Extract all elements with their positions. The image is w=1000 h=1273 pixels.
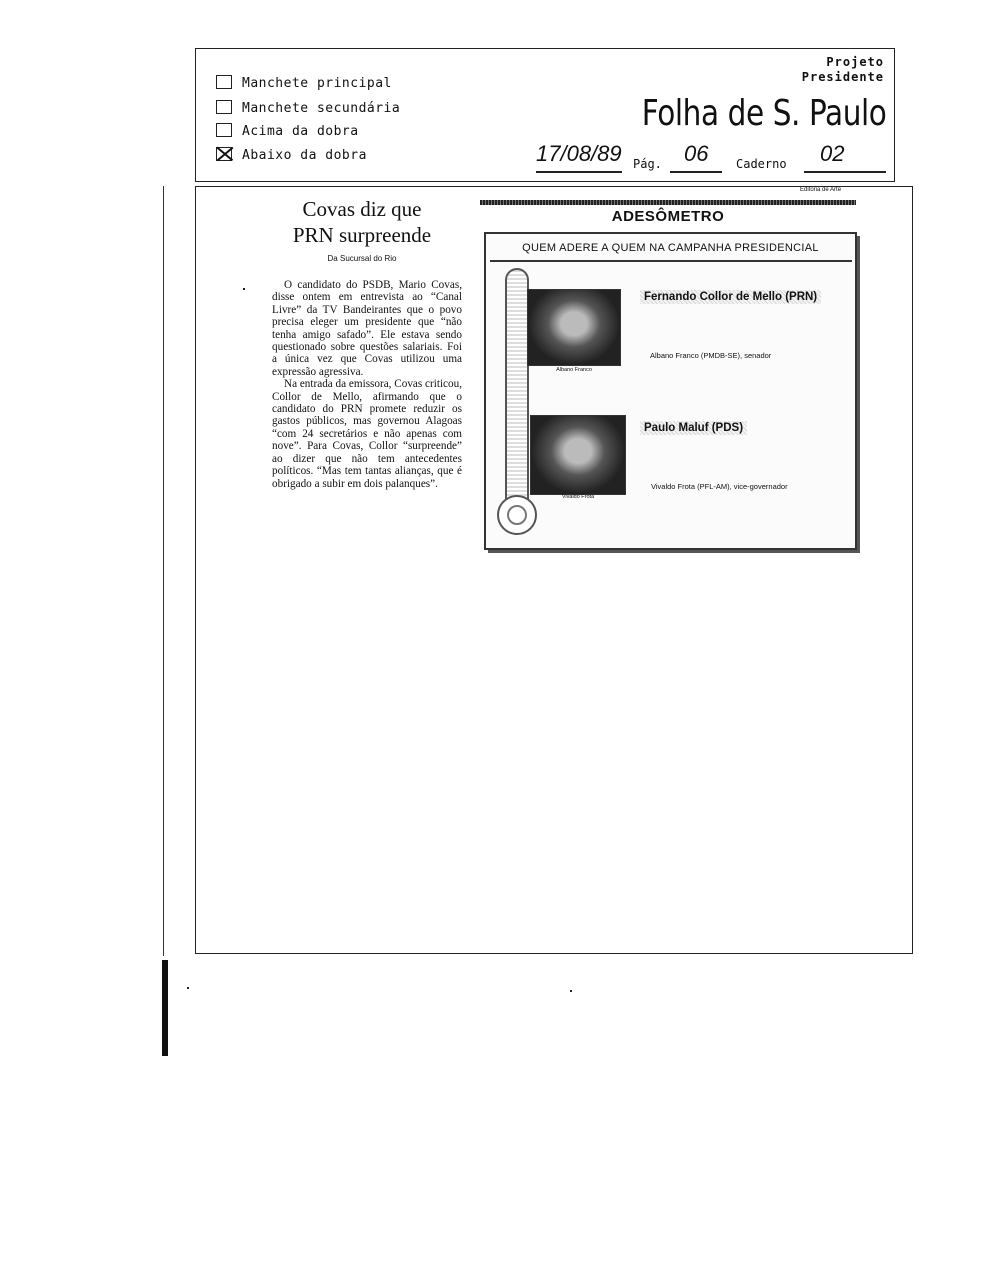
subtitle-rule [490,260,852,262]
section-value: 02 [820,141,845,166]
section-label: Caderno [736,157,787,171]
page-label: Pág. [633,157,662,171]
checkbox-square-icon[interactable] [216,123,232,137]
page-value: 06 [684,141,709,166]
headline-line2: PRN surpreende [292,223,432,247]
page-edge-bar [162,960,168,1056]
section-underline [804,171,886,173]
checkbox-label: Manchete secundária [242,101,401,116]
graphic-subtitle: QUEM ADERE A QUEM NA CAMPANHA PRESIDENCIAL [522,242,819,254]
graphic-title: ADESÔMETRO [611,208,725,225]
candidate-name: Paulo Maluf (PDS) [640,421,747,435]
thermometer-icon [505,268,529,508]
article-paragraph: O candidato do PSDB, Mario Covas, disse ontem em entrevista ao “Canal Livre” da TV Bandeirantes que o povo precisa eleger um presidente que “não tenha amigo safado”. Ele estava sendo questionado sobre questões salariais. Foi a única vez que Covas utilizou uma expressão agressiva. [272,279,462,378]
graphic-top-rule [480,200,856,205]
candidate-name: Fernando Collor de Mello (PRN) [640,290,821,304]
checkbox-square-icon[interactable] [216,75,232,89]
project-label [802,55,884,85]
checkbox-square-icon[interactable] [216,100,232,114]
adherent-text: Vivaldo Frota (PFL-AM), vice-governador [651,482,788,491]
date-value: 17/08/89 [536,141,622,166]
project-label-line1: Projeto [826,55,884,69]
adherent-text: Albano Franco (PMDB-SE), senador [650,351,772,360]
page-edge-line [163,186,164,956]
checkbox-label: Abaixo da dobra [242,148,367,163]
clipping-meta-line [536,141,886,177]
headline-line1: Covas diz que [302,197,422,221]
checkbox-manchete-secundaria[interactable] [216,100,400,116]
checkbox-manchete-principal[interactable] [216,75,392,91]
article-paragraph: Na entrada da emissora, Covas criticou, Collor de Mello, afirmando que o candidato do PRN promete reduzir os gastos públicos, mas governou Alagoas “com 24 secretários e não apenas com nove”. Para Covas, Collor “surpreende” ao dizer que não tem antecedentes políticos. “Mas tem tantas alianças, que é obrigado a subir em dois palanques”. [272,378,463,490]
checkbox-label: Manchete principal [242,76,392,91]
photo-caption: Vivaldo Frota [561,494,595,500]
graphic-panel [484,232,857,550]
scan-speck [570,990,572,992]
scan-speck [187,987,189,989]
panel-shadow [857,236,860,552]
photo-caption: Albano Franco [556,367,592,373]
checkbox-checked-icon[interactable] [216,147,232,161]
clipping-header-form [195,48,895,182]
article-byline: Da Sucursal do Rio [327,254,397,263]
date-underline [536,171,622,173]
checkbox-label: Acima da dobra [242,124,359,139]
graphic-credit: Editoria de Arte [800,187,842,193]
photo-vivaldo-frota [530,415,626,495]
article-headline [262,196,462,248]
thermometer-bulb-inner [507,505,527,525]
newspaper-name: Folha de S. Paulo [641,93,886,134]
checkbox-abaixo-da-dobra[interactable] [216,147,367,163]
photo-albano-franco [527,289,621,366]
article-body [272,279,462,490]
checkbox-acima-da-dobra[interactable] [216,123,359,139]
page-underline [670,171,722,173]
panel-shadow [488,550,860,553]
scan-speck [243,288,245,290]
project-label-line2: Presidente [801,70,884,84]
